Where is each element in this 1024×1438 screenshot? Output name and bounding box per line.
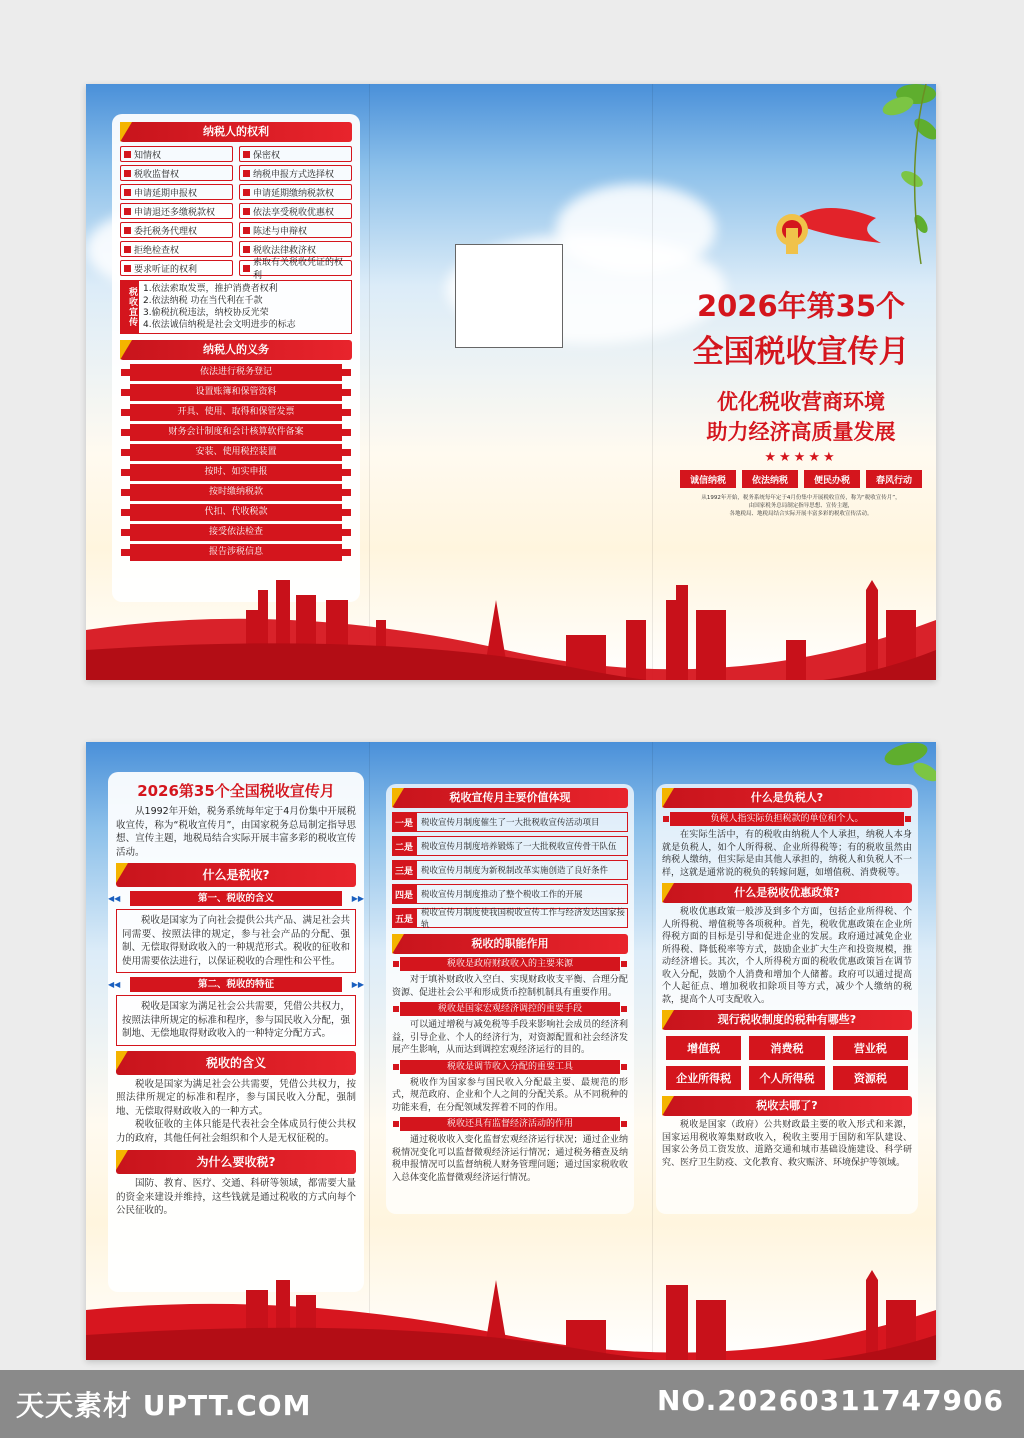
function-1-title: 税收是政府财政收入的主要来源 bbox=[400, 957, 620, 971]
q-tax-meaning: 税收的含义 bbox=[116, 1051, 356, 1075]
function-4-title: 税收还具有监督经济活动的作用 bbox=[400, 1117, 620, 1131]
rights-header: 纳税人的权利 bbox=[120, 122, 352, 142]
q-what-is-tax: 什么是税收? bbox=[116, 863, 356, 887]
sub-tax-features: ◀◀ 第二、税收的特征 ▶▶ bbox=[130, 977, 342, 992]
function-1-text: 对于填补财政收入空白、实现财政收支平衡、合理分配资源、促进社会公平和形成货币控制机制具有重要作用。 bbox=[392, 975, 628, 998]
tax-type: 企业所得税 bbox=[666, 1066, 741, 1090]
emblem-icon bbox=[766, 198, 886, 258]
duty-item: 开具、使用、取得和保管发票 bbox=[130, 404, 342, 421]
panel-tax-value bbox=[386, 784, 634, 1214]
q-tax-incentives: 什么是税收优惠政策? bbox=[662, 883, 912, 903]
skyline-graphic bbox=[86, 1250, 936, 1360]
city-skyline bbox=[86, 1250, 936, 1360]
tax-type: 资源税 bbox=[833, 1066, 908, 1090]
rights-item: 申请延期缴纳税款权 bbox=[239, 184, 352, 200]
duties-list bbox=[120, 364, 352, 561]
duties-header: 纳税人的义务 bbox=[120, 340, 352, 360]
rights-item: 申请延期申报权 bbox=[120, 184, 233, 200]
who-bears-tax-text: 在实际生活中，有的税收由纳税人个人承担，纳税人本身就是负税人，如个人所得税、企业所得税等；有的税收虽然由纳税人缴纳，但实际是由其他人承担的，纳税人和负税人不一样，这就是通常说的税负的转嫁问题，如增值税、消费税等。 bbox=[662, 830, 912, 878]
tax-type: 营业税 bbox=[833, 1036, 908, 1060]
where-tax-goes-text: 税收是国家（政府）公共财政最主要的收入形式和来源，国家运用税收筹集财政收入，税收主要用于国防和军队建设、国家公务员工资发放、道路交通和城市基础设施建设、科学研究、医疗卫生防疫、文化教育、救灾赈济、环境保护等领域。 bbox=[662, 1120, 912, 1168]
value-row: 四是 税收宣传月制度推动了整个税收工作的开展 bbox=[392, 884, 628, 904]
cover-title-line1: 2026年第35个 bbox=[696, 289, 906, 323]
rights-item: 纳税申报方式选择权 bbox=[239, 165, 352, 181]
value-row: 一是 税收宣传月制度催生了一大批税收宣传活动项目 bbox=[392, 812, 628, 832]
promo-item: 2.依法纳税 功在当代利在千款 bbox=[143, 296, 263, 306]
promo-item: 4.依法诚信纳税是社会文明进步的标志 bbox=[143, 320, 296, 330]
duty-item: 按时、如实申报 bbox=[130, 464, 342, 481]
cover-stars: ★★★★★ bbox=[764, 450, 838, 465]
q-who-bears-tax: 什么是负税人? bbox=[662, 788, 912, 808]
tax-features-box: 税收是国家为满足社会公共需要，凭借公共权力，按照法律所规定的标准和程序，参与国民收入分配，强制地、无偿地取得财政收入的一种特定分配方式。 bbox=[116, 995, 356, 1046]
promo-item: 3.偷税抗税违法，纳校协反光荣 bbox=[143, 308, 269, 318]
watermark-site: 天天素材 UPTT.COM bbox=[16, 1389, 312, 1422]
cover-badges bbox=[675, 470, 927, 488]
function-3-title: 税收是调节收入分配的重要工具 bbox=[400, 1060, 620, 1074]
duty-item: 财务会计制度和会计核算软件备案 bbox=[130, 424, 342, 441]
tax-incentives-text: 税收优惠政策一般涉及到多个方面，包括企业所得税、个人所得税、增值税等各项税种。首先，税收优惠政策在企业所得税方面的目标是引导和促进企业的发展。政府通过减免企业所得税、降低税率等方式，鼓励企业扩大生产和投资规模，推动经济增长。其次，个人所得税方面的税收优惠政策旨在调节收入分配，鼓励个人消费和增加个人储蓄。政府可以通过提高个人起征点、增加税收扣除项目等方式，减少个人缴纳的税款，提高个人可支配收入。 bbox=[662, 907, 912, 1005]
brochure-outside bbox=[86, 84, 936, 680]
watermark-number: NO.20260311747906 bbox=[656, 1384, 1004, 1417]
rights-item: 税收监督权 bbox=[120, 165, 233, 181]
function-2-title: 税收是国家宏观经济调控的重要手段 bbox=[400, 1002, 620, 1016]
tax-meaning-box: 税收是国家为了向社会提供公共产品、满足社会共同需要、按照法律的规定，参与社会产品的分配、强制、无偿取得财政收入的一种规范形式。税收的征收和使用需要依法进行，以保证税收的合理性和公平性。 bbox=[116, 909, 356, 973]
function-4-text: 通过税收收入变化监督宏观经济运行状况；通过企业纳税情况变化可以监督微观经济运行情况；通过税务稽查及纳税申报情况可以监督纳税人财务管理问题；通过国家税收收入总体变化监督微观经济运行情况。 bbox=[392, 1135, 628, 1183]
cloud bbox=[556, 184, 716, 274]
cover-slogan-line2: 助力经济高质量发展 bbox=[706, 420, 896, 444]
value-list bbox=[392, 812, 628, 928]
tax-type: 个人所得税 bbox=[749, 1066, 824, 1090]
duty-item: 设置账簿和保管资料 bbox=[130, 384, 342, 401]
rights-item: 税收法律救济权 bbox=[239, 241, 352, 257]
duty-item: 按时缴纳税款 bbox=[130, 484, 342, 501]
rights-item: 要求听证的权利 bbox=[120, 260, 233, 276]
rights-list bbox=[120, 146, 352, 281]
city-skyline bbox=[86, 540, 936, 680]
promo-list bbox=[139, 281, 300, 333]
function-header: 税收的职能作用 bbox=[392, 934, 628, 954]
why-tax-text: 国防、教育、医疗、交通、科研等领域，都需要大量的资金来建设并维持，这些钱就是通过税收的方式向每个公民征收的。 bbox=[116, 1178, 356, 1216]
cover-badge: 诚信纳税 bbox=[680, 470, 736, 488]
value-row: 二是 税收宣传月制度培养锻炼了一大批税收宣传骨干队伍 bbox=[392, 836, 628, 856]
watermark-footer bbox=[0, 1370, 1024, 1438]
value-row: 三是 税收宣传月制度为新税制改革实施创造了良好条件 bbox=[392, 860, 628, 880]
rights-duties-card bbox=[112, 114, 360, 602]
rights-item: 保密权 bbox=[239, 146, 352, 162]
skyline-graphic bbox=[86, 540, 936, 680]
duty-item: 代扣、代收税款 bbox=[130, 504, 342, 521]
rights-item: 申请退还多缴税款权 bbox=[120, 203, 233, 219]
duty-item: 报告涉税信息 bbox=[130, 544, 342, 561]
cover-badge: 依法纳税 bbox=[742, 470, 798, 488]
value-row: 五是 税收宣传月制度使我国税收宣传工作与经济发达国家接轨 bbox=[392, 908, 628, 928]
tax-types-grid bbox=[666, 1036, 908, 1090]
tax-type: 消费税 bbox=[749, 1036, 824, 1060]
q-where-tax-goes: 税收去哪了? bbox=[662, 1096, 912, 1116]
rights-item: 索取有关税收凭证的权利 bbox=[239, 260, 352, 276]
rights-item: 委托税务代理权 bbox=[120, 222, 233, 238]
promo-label: 税收宣传 bbox=[121, 281, 139, 333]
qr-code-placeholder bbox=[455, 244, 563, 348]
duty-item: 依法进行税务登记 bbox=[130, 364, 342, 381]
rights-item: 知情权 bbox=[120, 146, 233, 162]
tax-subject-text: 税收征收的主体只能是代表社会全体成员行使公共权力的政府，其他任何社会组织和个人是无权征税的。 bbox=[116, 1119, 356, 1144]
rights-item: 拒绝检查权 bbox=[120, 241, 233, 257]
duty-item: 安装、使用税控装置 bbox=[130, 444, 342, 461]
tax-promo-box bbox=[120, 280, 352, 334]
who-bears-tax-definition: 负税人指实际负担税款的单位和个人。 bbox=[670, 812, 904, 826]
value-header: 税收宣传月主要价值体现 bbox=[392, 788, 628, 808]
panel1-intro: 从1992年开始，税务系统每年定于4月份集中开展税收宣传，称为“税收宣传月”，由国家税务总局制定指导思想、宣传主题，地税局结合实际开展丰富多彩的税收宣传活动。 bbox=[116, 806, 356, 858]
panel1-title: 2026第35个全国税收宣传月 bbox=[137, 782, 335, 800]
q-tax-types: 现行税收制度的税种有哪些? bbox=[662, 1010, 912, 1030]
promo-item: 1.依法索取发票，推护消费者权利 bbox=[143, 284, 278, 294]
q-why-tax: 为什么要收税? bbox=[116, 1150, 356, 1174]
panel-taxpayer bbox=[656, 784, 918, 1214]
brochure-inside bbox=[86, 742, 936, 1360]
tax-type: 增值税 bbox=[666, 1036, 741, 1060]
cover-intro: 从1992年开始，税务系统每年定于4月份集中开展税收宣传，称为“税收宣传月”， 由国家税务总局制定指导思想、宣传主题， 各地税局、地税局结合实际开展丰富多彩的税收宣传活动。 bbox=[701, 495, 901, 517]
function-3-text: 税收作为国家参与国民收入分配最主要、最规范的形式，规范政府、企业和个人之间的分配关系。从不同税种的功能来看，在分配领域发挥着不同的作用。 bbox=[392, 1077, 628, 1113]
cover-slogan-line1: 优化税收营商环境 bbox=[717, 390, 885, 414]
rights-item: 陈述与申辩权 bbox=[239, 222, 352, 238]
panel-what-is-tax bbox=[108, 772, 364, 1292]
cover-badge: 便民办税 bbox=[804, 470, 860, 488]
tax-meaning-text: 税收是国家为满足社会公共需要，凭借公共权力，按照法律所规定的标准和程序，参与国民收入分配，强制地、无偿取得财政收入的一种方式。 bbox=[116, 1078, 356, 1117]
cover-title-line2: 全国税收宣传月 bbox=[692, 334, 910, 370]
duty-item: 接受依法检查 bbox=[130, 524, 342, 541]
function-2-text: 可以通过增税与减免税等手段来影响社会成员的经济利益，引导企业、个人的经济行为，对资源配置和社会经济发展产生影响，从而达到调控宏观经济运行的目的。 bbox=[392, 1020, 628, 1055]
rights-item: 依法享受税收优惠权 bbox=[239, 203, 352, 219]
cover-badge: 春风行动 bbox=[866, 470, 922, 488]
sub-tax-meaning: ◀◀ 第一、税收的含义 ▶▶ bbox=[130, 891, 342, 906]
